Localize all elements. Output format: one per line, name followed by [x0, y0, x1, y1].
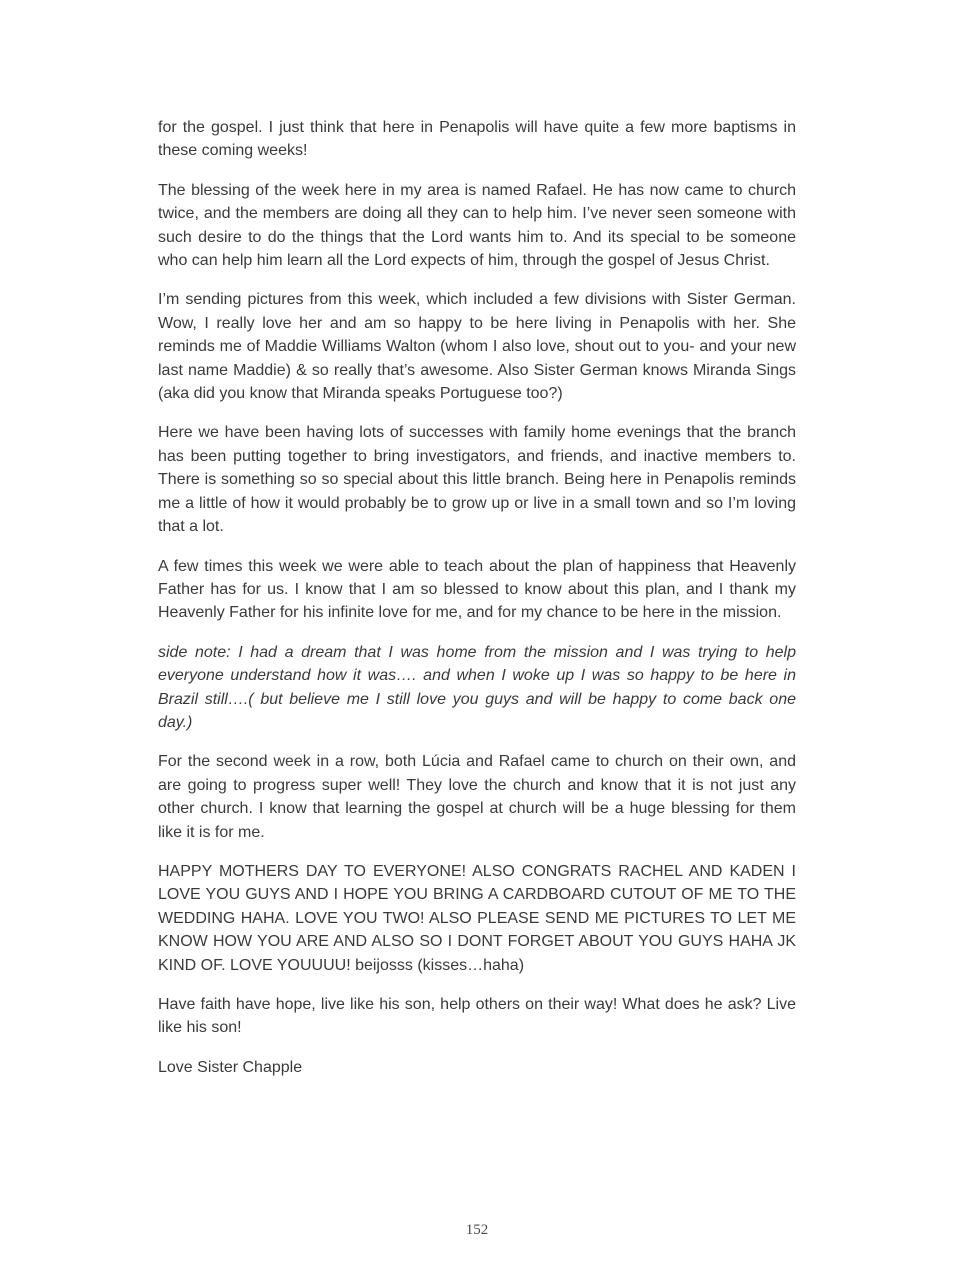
paragraph-gospel-baptisms: for the gospel. I just think that here in Penapolis will have quite a few more baptisms in these coming weeks! — [158, 119, 796, 160]
paragraph-sister-german: I’m sending pictures from this week, which included a few divisions with Sister German. Wow, I really love her and am so happy to be here living in Penapolis with her. She reminds me of Maddie Williams Walton (whom I also love, shout out to you- and your new last name Maddie) & so really that’s awesome. Also Sister German knows Miranda Sings (aka did you know that Miranda speaks Portuguese too?) — [158, 291, 796, 403]
page-number: 152 — [465, 1222, 489, 1238]
paragraph-plan-of-happiness: A few times this week we were able to teach about the plan of happiness that Heavenly Father has for us. I know that I am so blessed to know about this plan, and I thank my Heavenly Father for his infinite love for me, and for my chance to be here in the mission. — [158, 557, 796, 622]
paragraph-rafael-blessing: The blessing of the week here in my area is named Rafael. He has now came to church twice, and the members are doing all they can to help him. I’ve never seen someone with such desire to do the things that the Lord wants him to. And its special to be someone who can help him learn all the Lord expects of him, through the gospel of Jesus Christ. — [158, 181, 796, 270]
paragraph-lucia-rafael: For the second week in a row, both Lúcia and Rafael came to church on their own, and are going to progress super well! They love the church and know that it is not just any other church. I know that learning the gospel at church will be a huge blessing for them like it is for me. — [158, 753, 796, 841]
paragraph-faith-hope: Have faith have hope, live like his son, help others on their way! What does he ask? Live like his son! — [158, 996, 796, 1037]
letter-body — [158, 116, 796, 1079]
paragraph-family-home-evenings: Here we have been having lots of successes with family home evenings that the branch has been putting together to bring investigators, and friends, and inactive members to. There is something so so special about this little branch. Being here in Penapolis reminds me a little of how it would probably be to grow up or live in a small town and so I’m loving that a lot. — [158, 424, 796, 536]
paragraph-side-note: side note: I had a dream that I was home from the mission and I was trying to help everyone understand how it was…. and when I woke up I was so happy to be here in Brazil still….( but believe me I still love you guys and will be happy to come back one day.) — [158, 643, 796, 731]
signature-line: Love Sister Chapple — [158, 1058, 303, 1076]
paragraph-mothers-day: HAPPY MOTHERS DAY TO EVERYONE! ALSO CONGRATS RACHEL AND KADEN I LOVE YOU GUYS AND I HOPE YOU BRING A CARDBOARD CUTOUT OF ME TO THE WEDDING HAHA. LOVE YOU TWO! ALSO PLEASE SEND ME PICTURES TO LET ME KNOW HOW YOU ARE AND ALSO SO I DONT FORGET ABOUT YOU GUYS HAHA JK KIND OF. LOVE YOUUUU! beijosss (kisses…haha) — [158, 862, 796, 974]
